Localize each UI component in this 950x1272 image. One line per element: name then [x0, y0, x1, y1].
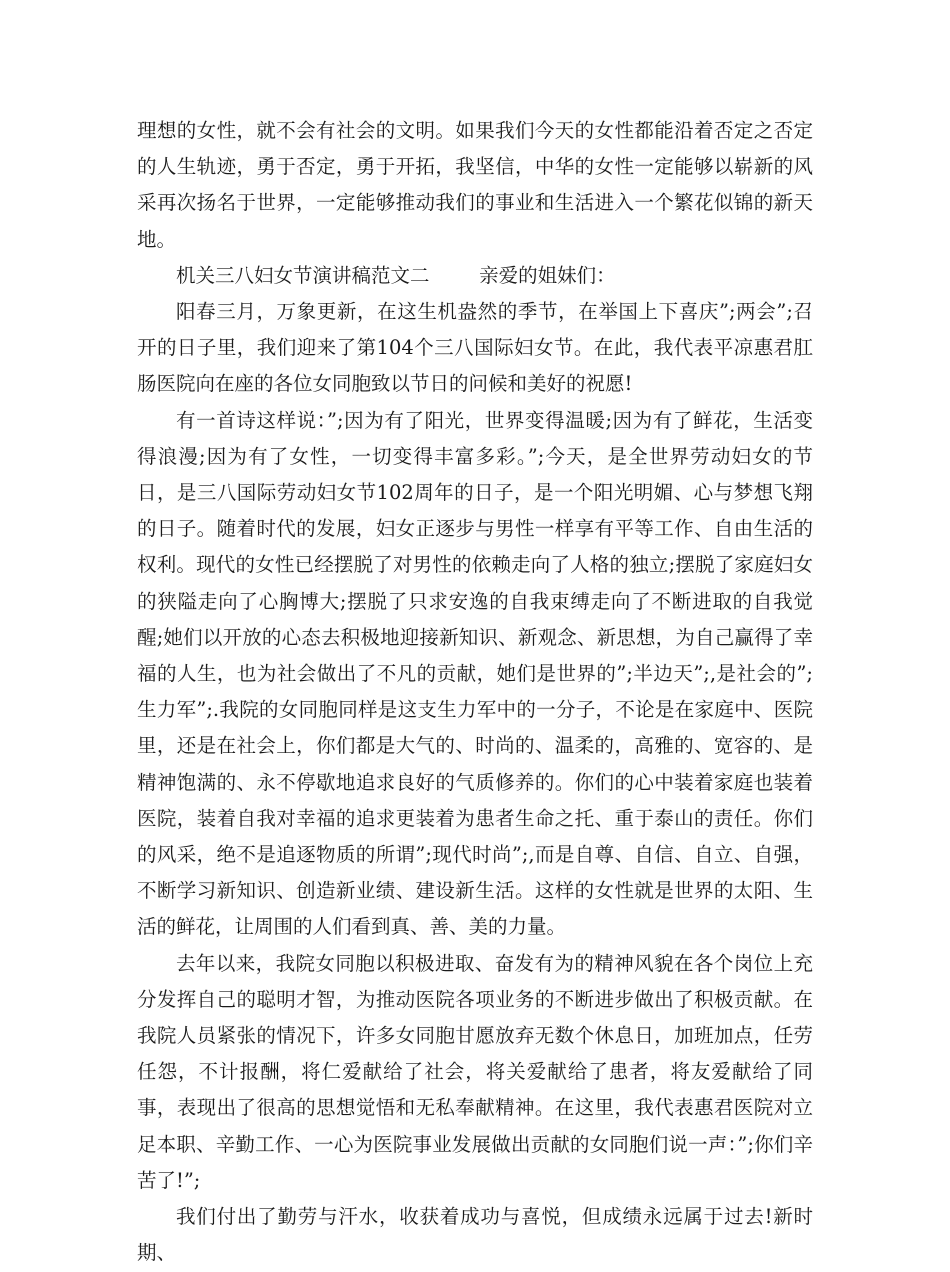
speech-greeting: 亲爱的姐妹们：: [479, 263, 616, 287]
speech-heading: [137, 258, 813, 294]
paragraph: 我们付出了勤劳与汗水，收获着成功与喜悦，但成绩永远属于过去!新时期、: [137, 1205, 813, 1265]
paragraph-continuation: 理想的女性，就不会有社会的文明。如果我们今天的女性都能沿着否定之否定的人生轨迹，勇于否定，勇于开拓，我坚信，中华的女性一定能够以崭新的风采再次扬名于世界，一定能够推动我们的事业和生活进入一个繁花似锦的新天地。: [137, 119, 813, 251]
speech-title: 机关三八妇女节演讲稿范文二: [176, 263, 430, 287]
document-body: [137, 113, 813, 1272]
paragraph: 有一首诗这样说：”;因为有了阳光，世界变得温暖;因为有了鲜花，生活变得浪漫;因为有了女性，一切变得丰富多彩。”;今天，是全世界劳动妇女的节日，是三八国际劳动妇女节102周年的日子，是一个阳光明媚、心与梦想飞翔的日子。随着时代的发展，妇女正逐步与男性一样享有平等工作、自由生活的权利。现代的女性已经摆脱了对男性的依赖走向了人格的独立;摆脱了家庭妇女的狭隘走向了心胸博大;摆脱了只求安逸的自我束缚走向了不断进取的自我觉醒;她们以开放的心态去积极地迎接新知识、新观念、新思想，为自己赢得了幸福的人生，也为社会做出了不凡的贡献，她们是世界的”;半边天”;,是社会的”;生力军”;.我院的女同胞同样是这支生力军中的一分子，不论是在家庭中、医院里，还是在社会上，你们都是大气的、时尚的、温柔的，高雅的、宽容的、是精神饱满的、永不停歇地追求良好的气质修养的。你们的心中装着家庭也装着医院，装着自我对幸福的追求更装着为患者生命之托、重于泰山的责任。你们的风采，绝不是追逐物质的所谓”;现代时尚”;,而是自尊、自信、自立、自强，不断学习新知识、创造新业绩、建设新生活。这样的女性就是世界的太阳、生活的鲜花，让周围的人们看到真、善、美的力量。: [137, 408, 813, 939]
paragraph: 阳春三月，万象更新，在这生机盎然的季节，在举国上下喜庆”;两会”;召开的日子里，我们迎来了第104个三八国际妇女节。在此，我代表平凉惠君肛肠医院向在座的各位女同胞致以节日的问候和美好的祝愿!: [137, 300, 813, 396]
paragraph: 去年以来，我院女同胞以积极进取、奋发有为的精神风貌在各个岗位上充分发挥自己的聪明才智，为推动医院各项业务的不断进步做出了积极贡献。在我院人员紧张的情况下，许多女同胞甘愿放弃无数个休息日，加班加点，任劳任怨，不计报酬，将仁爱献给了社会，将关爱献给了患者，将友爱献给了同事，表现出了很高的思想觉悟和无私奉献精神。在这里，我代表惠君医院对立足本职、辛勤工作、一心为医院事业发展做出贡献的女同胞们说一声：”;你们辛苦了!”;: [137, 951, 813, 1192]
